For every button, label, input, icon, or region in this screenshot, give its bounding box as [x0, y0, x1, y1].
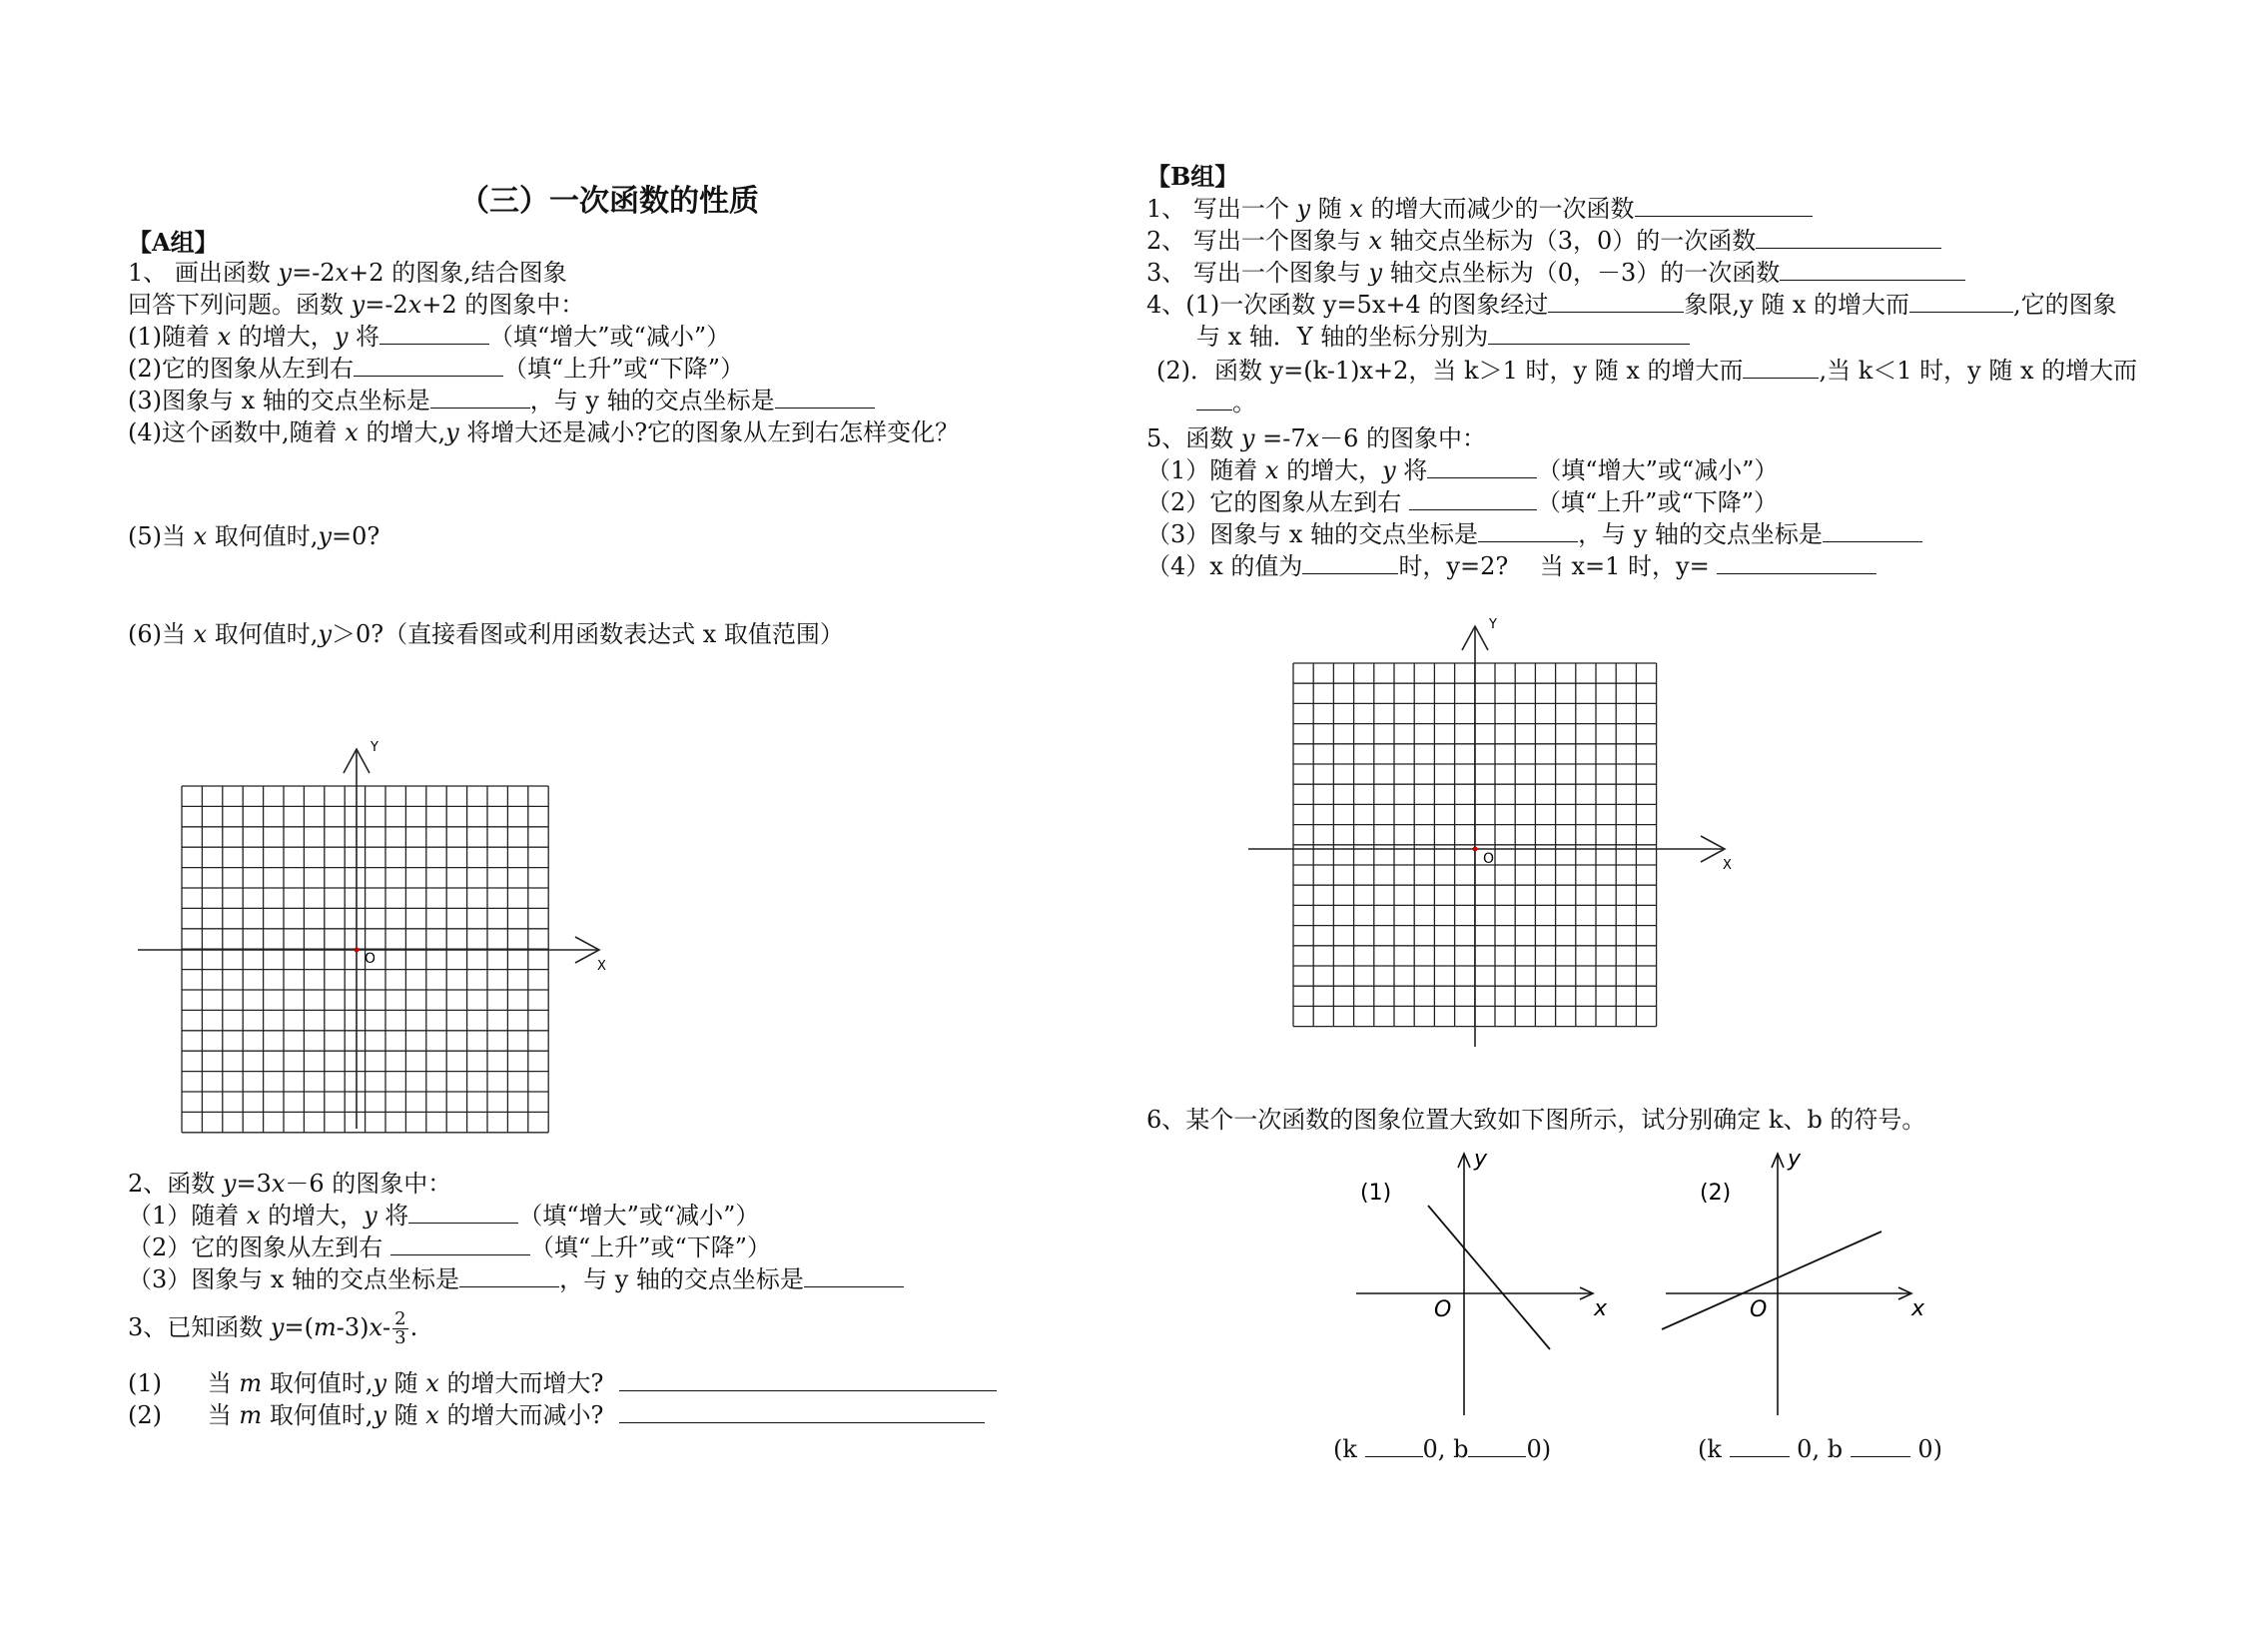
origin-dot: [1473, 847, 1478, 852]
coordinate-grid-b[interactable]: [1243, 611, 1763, 1051]
origin-dot: [355, 948, 360, 953]
b-q2: 2、 写出一个图象与 x 轴交点坐标为（3，0）的一次函数: [1146, 226, 1941, 256]
b-q5-part2: （2）它的图象从左到右 （填“上升”或“下降”）: [1146, 488, 1778, 516]
a-q1-part6: (6)当 x 取何值时,y＞0?（直接看图或利用函数表达式 x 取值范围）: [128, 620, 844, 648]
answer-blank[interactable]: [1717, 551, 1876, 574]
a-q3-head: 3、已知函数 y=(m-3)x- $\frac{2}{3}$ .: [128, 1308, 418, 1348]
b-q4-line3: (2)．函数 y=(k-1)x+2，当 k＞1 时，y 随 x 的增大而 ,当 k＜1 时，y 随 x 的增大而: [1156, 357, 2138, 385]
function-line: [1428, 1206, 1550, 1349]
y-axis-label: Y: [1489, 617, 1497, 632]
origin-label: O: [1750, 1297, 1768, 1322]
fraction: $\frac{2}{3}$: [394, 1308, 406, 1348]
figure-2-label: (2): [1700, 1181, 1732, 1206]
b-q4-line4: 。: [1196, 388, 1256, 417]
answer-blank[interactable]: [619, 1400, 985, 1423]
a-q3-part2: (2) 当 m 取何值时,y 随 x 的增大而减小?: [128, 1400, 985, 1430]
answer-blank[interactable]: [430, 386, 530, 409]
answer-blank[interactable]: [1302, 551, 1398, 574]
coordinate-grid-a[interactable]: [130, 734, 629, 1134]
a-q3-part1: (1) 当 m 取何值时,y 随 x 的增大而增大?: [128, 1368, 997, 1398]
answer-blank[interactable]: [619, 1368, 997, 1391]
answer-blank[interactable]: [1730, 1434, 1790, 1457]
b-q4-line1: 4、(1)一次函数 y=5x+4 的图象经过 象限,y 随 x 的增大而 ,它的图象: [1146, 291, 2117, 319]
a-q1-part2: (2)它的图象从左到右 （填“上升”或“下降”）: [128, 355, 745, 383]
answer-blank[interactable]: [354, 354, 503, 377]
answer-blank[interactable]: [1409, 487, 1537, 510]
answer-blank[interactable]: [1909, 290, 2013, 313]
b-q5-part1: （1）随着 x 的增大，y 将 （填“增大”或“减小”）: [1146, 456, 1779, 484]
figure-1-answer: (k 0, b 0): [1333, 1435, 1552, 1463]
b-q5-part4: （4）x 的值为 时，y=2? 当 x=1 时，y=: [1146, 551, 1876, 581]
answer-blank[interactable]: [1365, 1434, 1423, 1457]
group-b-heading: 【B组】: [1146, 162, 1239, 191]
answer-blank[interactable]: [775, 386, 875, 409]
a-q1-part5: (5)当 x 取何值时,y=0?: [128, 522, 380, 550]
page-title: （三）一次函数的性质: [459, 184, 759, 219]
b-q6: 6、某个一次函数的图象位置大致如下图所示，试分别确定 k、b 的符号。: [1146, 1106, 1926, 1134]
b-q1: 1、 写出一个 y 随 x 的增大而减少的一次函数: [1146, 194, 1813, 224]
function-line: [1662, 1232, 1881, 1329]
figure-2-graph: [1660, 1144, 1927, 1423]
answer-blank[interactable]: [1488, 322, 1690, 345]
answer-blank[interactable]: [379, 322, 489, 345]
answer-blank[interactable]: [1823, 519, 1922, 542]
a-q1-line1: 1、 画出函数 y=-2x+2 的图象,结合图象: [128, 259, 567, 287]
y-axis-label: Y: [371, 740, 378, 755]
answer-blank[interactable]: [804, 1264, 904, 1287]
figure-1-label: (1): [1360, 1181, 1392, 1206]
answer-blank[interactable]: [1427, 455, 1537, 478]
origin-label: O: [365, 951, 376, 967]
b-q5-head: 5、函数 y =-7x－6 的图象中：: [1146, 424, 1487, 452]
answer-blank[interactable]: [1851, 1434, 1910, 1457]
a-q1-part4: (4)这个函数中,随着 x 的增大,y 将增大还是减小?它的图象从左到右怎样变化？: [128, 418, 960, 446]
a-q2-part1: （1）随着 x 的增大，y 将 （填“增大”或“减小”）: [128, 1202, 760, 1230]
y-axis-label: y: [1474, 1147, 1488, 1172]
answer-blank[interactable]: [1478, 519, 1578, 542]
answer-blank[interactable]: [1468, 1434, 1526, 1457]
b-q3: 3、 写出一个图象与 y 轴交点坐标为（0，－3）的一次函数: [1146, 258, 1965, 288]
origin-label: O: [1434, 1297, 1452, 1322]
answer-blank[interactable]: [1635, 194, 1813, 217]
y-axis-label: y: [1788, 1147, 1802, 1172]
figure-2-answer: (k 0, b 0): [1698, 1435, 1942, 1463]
origin-label: O: [1483, 851, 1495, 867]
answer-blank[interactable]: [1743, 356, 1819, 379]
answer-blank[interactable]: [1196, 388, 1232, 411]
answer-blank[interactable]: [1548, 290, 1684, 313]
x-axis-label: X: [597, 959, 606, 974]
x-axis-label: x: [1911, 1296, 1925, 1321]
figure-1-graph: [1348, 1144, 1608, 1423]
answer-blank[interactable]: [1780, 258, 1965, 281]
answer-blank[interactable]: [390, 1233, 530, 1255]
answer-blank[interactable]: [408, 1201, 518, 1224]
b-q4-line2: 与 x 轴．Y 轴的坐标分别为: [1196, 322, 1690, 352]
a-q1-part1: (1)随着 x 的增大，y 将 （填“增大”或“减小”）: [128, 323, 731, 351]
answer-blank[interactable]: [1756, 226, 1941, 249]
answer-blank[interactable]: [459, 1264, 559, 1287]
group-a-heading: 【A组】: [128, 228, 219, 257]
a-q2-part2: （2）它的图象从左到右 （填“上升”或“下降”）: [128, 1234, 771, 1261]
a-q2-head: 2、函数 y=3x－6 的图象中：: [128, 1170, 452, 1198]
x-axis-label: x: [1594, 1296, 1608, 1321]
a-q1-line2: 回答下列问题。函数 y=-2x+2 的图象中：: [128, 291, 585, 319]
a-q1-part3: (3)图象与 x 轴的交点坐标是 ，与 y 轴的交点坐标是: [128, 386, 875, 415]
b-q5-part3: （3）图象与 x 轴的交点坐标是 ，与 y 轴的交点坐标是: [1146, 519, 1922, 549]
x-axis-label: X: [1723, 858, 1732, 873]
a-q2-part3: （3）图象与 x 轴的交点坐标是 ，与 y 轴的交点坐标是: [128, 1264, 904, 1294]
